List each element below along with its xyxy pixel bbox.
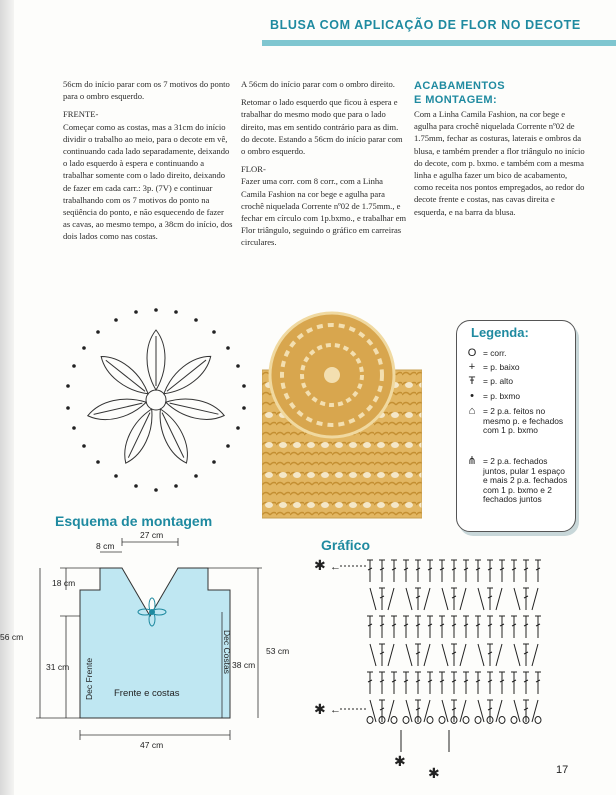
stitch-mark xyxy=(478,644,484,666)
crochet-photo xyxy=(262,310,422,520)
stitch-mark xyxy=(499,560,505,582)
stitch-mark xyxy=(532,588,538,610)
stitch-mark xyxy=(535,560,541,582)
stitch-mark xyxy=(475,616,481,638)
dim-38: 38 cm xyxy=(232,660,256,670)
stitch-mark xyxy=(499,672,505,694)
stitch-mark xyxy=(511,616,517,638)
row-start-star-top: ✱ xyxy=(314,559,326,574)
flower-chain-dots xyxy=(66,308,246,492)
stitch-mark xyxy=(379,672,385,694)
stitch-mark xyxy=(487,616,493,638)
stitch-mark xyxy=(463,672,469,694)
stitch-mark xyxy=(514,644,520,666)
row-start-star-bottom: ✱ xyxy=(314,703,326,718)
stitch-mark xyxy=(523,700,529,722)
stitch-mark xyxy=(439,560,445,582)
stitch-mark xyxy=(523,644,529,666)
acabamentos-heading-2: E MONTAGEM: xyxy=(414,94,498,106)
stitch-mark xyxy=(415,700,421,722)
legend-title: Legenda: xyxy=(471,325,529,340)
stitch-mark xyxy=(424,588,430,610)
stitch-mark xyxy=(439,672,445,694)
legend-box xyxy=(456,320,576,532)
stitch-mark xyxy=(451,616,457,638)
schema-title: Esquema de montagem xyxy=(55,513,213,529)
stitch-mark xyxy=(427,560,433,582)
stitch-mark xyxy=(475,560,481,582)
stitch-mark xyxy=(424,644,430,666)
frente-heading: FRENTE- xyxy=(63,109,99,120)
stitch-mark xyxy=(532,644,538,666)
stitch-mark xyxy=(415,588,421,610)
assembly-schema xyxy=(0,530,300,760)
repeat-star-right: ✱ xyxy=(428,767,440,782)
dec-costas-label: Dec Costas xyxy=(222,630,232,674)
stitch-mark xyxy=(403,672,409,694)
dim-56: 56 cm xyxy=(0,632,24,642)
stitch-mark xyxy=(439,616,445,638)
double-pair-icon: ⋔ xyxy=(467,455,477,467)
stitch-mark xyxy=(427,672,433,694)
text-column-2 xyxy=(241,78,407,255)
stitch-chart xyxy=(310,552,550,782)
header-rule xyxy=(262,40,616,46)
col2-left-side: Retomar o lado esquerdo que ficou à espera e trabalhar do mesmo modo que para o lado direito, mas em sentido contrário para as dim. do decote. Estando a 56cm do início parar com o ombro esquerdo. xyxy=(241,97,403,157)
legend-item-text: = 2 p.a. feitos no mesmo p. e fechados com 1 p. bxmo xyxy=(483,406,564,436)
stitch-mark xyxy=(367,560,373,582)
stitch-mark xyxy=(403,560,409,582)
legend-item-text: = p. bxmo xyxy=(483,391,521,401)
stitch-mark xyxy=(451,644,457,666)
stitch-mark xyxy=(379,644,385,666)
stitch-mark xyxy=(460,644,466,666)
stitch-mark xyxy=(406,588,412,610)
closed-pair-icon: ⌂ xyxy=(468,405,476,417)
col1-intro: 56cm do início parar com os 7 motivos do ponto para o ombro esquerdo. xyxy=(63,79,230,102)
stitch-mark xyxy=(370,588,376,610)
stitch-mark xyxy=(415,616,421,638)
row-arrow-top: ← xyxy=(330,561,341,573)
dec-frente-label: Dec Frente xyxy=(84,657,94,700)
stitch-mark xyxy=(403,616,409,638)
stitch-mark xyxy=(451,588,457,610)
stitch-mark xyxy=(367,616,373,638)
stitch-mark xyxy=(415,644,421,666)
stitch-mark xyxy=(379,560,385,582)
stitch-mark xyxy=(487,560,493,582)
stitch-mark xyxy=(379,700,385,722)
flor-heading: FLOR- xyxy=(241,164,266,175)
stitch-mark xyxy=(451,560,457,582)
col2-intro: A 56cm do início parar com o ombro direito. xyxy=(241,79,395,89)
stitch-mark xyxy=(487,672,493,694)
stitch-mark xyxy=(463,616,469,638)
stitch-mark xyxy=(499,616,505,638)
stitch-mark xyxy=(487,588,493,610)
stitch-mark xyxy=(496,588,502,610)
stitch-mark xyxy=(370,644,376,666)
legend-item-text: = 2 p.a. fechados juntos, pular 1 espaço e mais 2 p.a. fechados com 1 p. bxmo e 2 fechados juntos xyxy=(483,456,568,505)
grafico-title: Gráfico xyxy=(321,537,371,553)
dim-18: 18 cm xyxy=(52,578,76,588)
text-column-1 xyxy=(63,78,233,249)
stitch-mark xyxy=(388,588,394,610)
legend-item-text: = p. alto xyxy=(483,376,514,386)
chain-circle-icon: O xyxy=(467,347,477,359)
stitch-mark xyxy=(379,616,385,638)
stitch-mark xyxy=(415,560,421,582)
stitch-mark xyxy=(367,672,373,694)
legend-item-text: = p. baixo xyxy=(483,362,520,372)
stitch-mark xyxy=(487,644,493,666)
stitch-mark xyxy=(523,616,529,638)
stitch-mark xyxy=(475,672,481,694)
stitch-mark xyxy=(514,588,520,610)
stitch-mark xyxy=(415,672,421,694)
plus-icon: + xyxy=(468,361,476,373)
body-label: Frente e costas xyxy=(114,688,180,699)
stitch-mark xyxy=(451,700,457,722)
stitch-mark xyxy=(535,616,541,638)
stitch-mark xyxy=(451,672,457,694)
dot-icon: • xyxy=(470,390,474,402)
dim-31: 31 cm xyxy=(46,662,70,672)
tall-stitch-icon: Ŧ xyxy=(468,375,476,387)
stitch-mark xyxy=(379,588,385,610)
stitch-mark xyxy=(427,616,433,638)
stitch-mark xyxy=(442,644,448,666)
stitch-mark xyxy=(511,672,517,694)
stitch-mark xyxy=(406,644,412,666)
stitch-mark xyxy=(391,560,397,582)
text-column-3 xyxy=(414,80,586,224)
stitch-mark xyxy=(478,588,484,610)
stitch-mark xyxy=(487,700,493,722)
flower-crochet-diagram xyxy=(52,300,262,500)
repeat-star-left: ✱ xyxy=(394,755,406,770)
dim-47: 47 cm xyxy=(140,740,164,750)
stitch-mark xyxy=(391,616,397,638)
acabamentos-text: Com a Linha Camila Fashion, na cor bege e agulha para crochê niquelada Corrente nº02 de 1.75mm, fechar as costuras, laterais e ombros da blusa, e também prender a flor triângulo no início do decote, com p. bxmo. e também com a mesma linha e agulha fazer um bico de acabamento, como receita nos pontos empregados, ao redor do decote frente e costas, nas cavas direita e esquerda, e na barra da blusa. xyxy=(414,109,585,217)
stitch-mark xyxy=(463,560,469,582)
acabamentos-heading-1: ACABAMENTOS xyxy=(414,80,505,92)
dim-8: 8 cm xyxy=(96,541,115,551)
stitch-mark xyxy=(388,644,394,666)
flor-text: Fazer uma corr. com 8 corr., com a Linha Camila Fashion na cor bege e agulha para crochê niquelada Corrente nº02 de 1.75mm., e fechar em círculo com 1p.bxmo., e trabalhar em Flor triângulo, seguindo o gráfico em carreiras circulares. xyxy=(241,176,407,248)
stitch-mark xyxy=(496,644,502,666)
stitch-mark xyxy=(511,560,517,582)
legend-item-text: = corr. xyxy=(483,348,507,358)
frente-text: Começar como as costas, mas a 31cm do início dividir o trabalho ao meio, para o decote em vê, continuando cada lado separadamente, deixando o lado esquerdo à espera e continuando a trabalhar somente com o lado direito, deixando de fazer em cada carr.: 3p. (7V) e continuar trabalhando com os 7 motivos do ponto na seqüência do ponto, e não esquecendo de fazer as cavas, ao mesmo tempo, a 38cm do início, dos dois lados como nas costas. xyxy=(63,121,233,242)
stitch-mark xyxy=(535,672,541,694)
stitch-mark xyxy=(442,588,448,610)
stitch-mark xyxy=(523,588,529,610)
stitch-mark xyxy=(460,588,466,610)
page-header-title: BLUSA COM APLICAÇÃO DE FLOR NO DECOTE xyxy=(270,18,581,32)
row-arrow-bottom: ← xyxy=(330,704,341,716)
stitch-mark xyxy=(523,560,529,582)
page-number: 17 xyxy=(556,764,569,776)
stitch-mark xyxy=(523,672,529,694)
stitch-mark xyxy=(391,672,397,694)
dim-53: 53 cm xyxy=(266,646,290,656)
dim-27: 27 cm xyxy=(140,530,164,540)
